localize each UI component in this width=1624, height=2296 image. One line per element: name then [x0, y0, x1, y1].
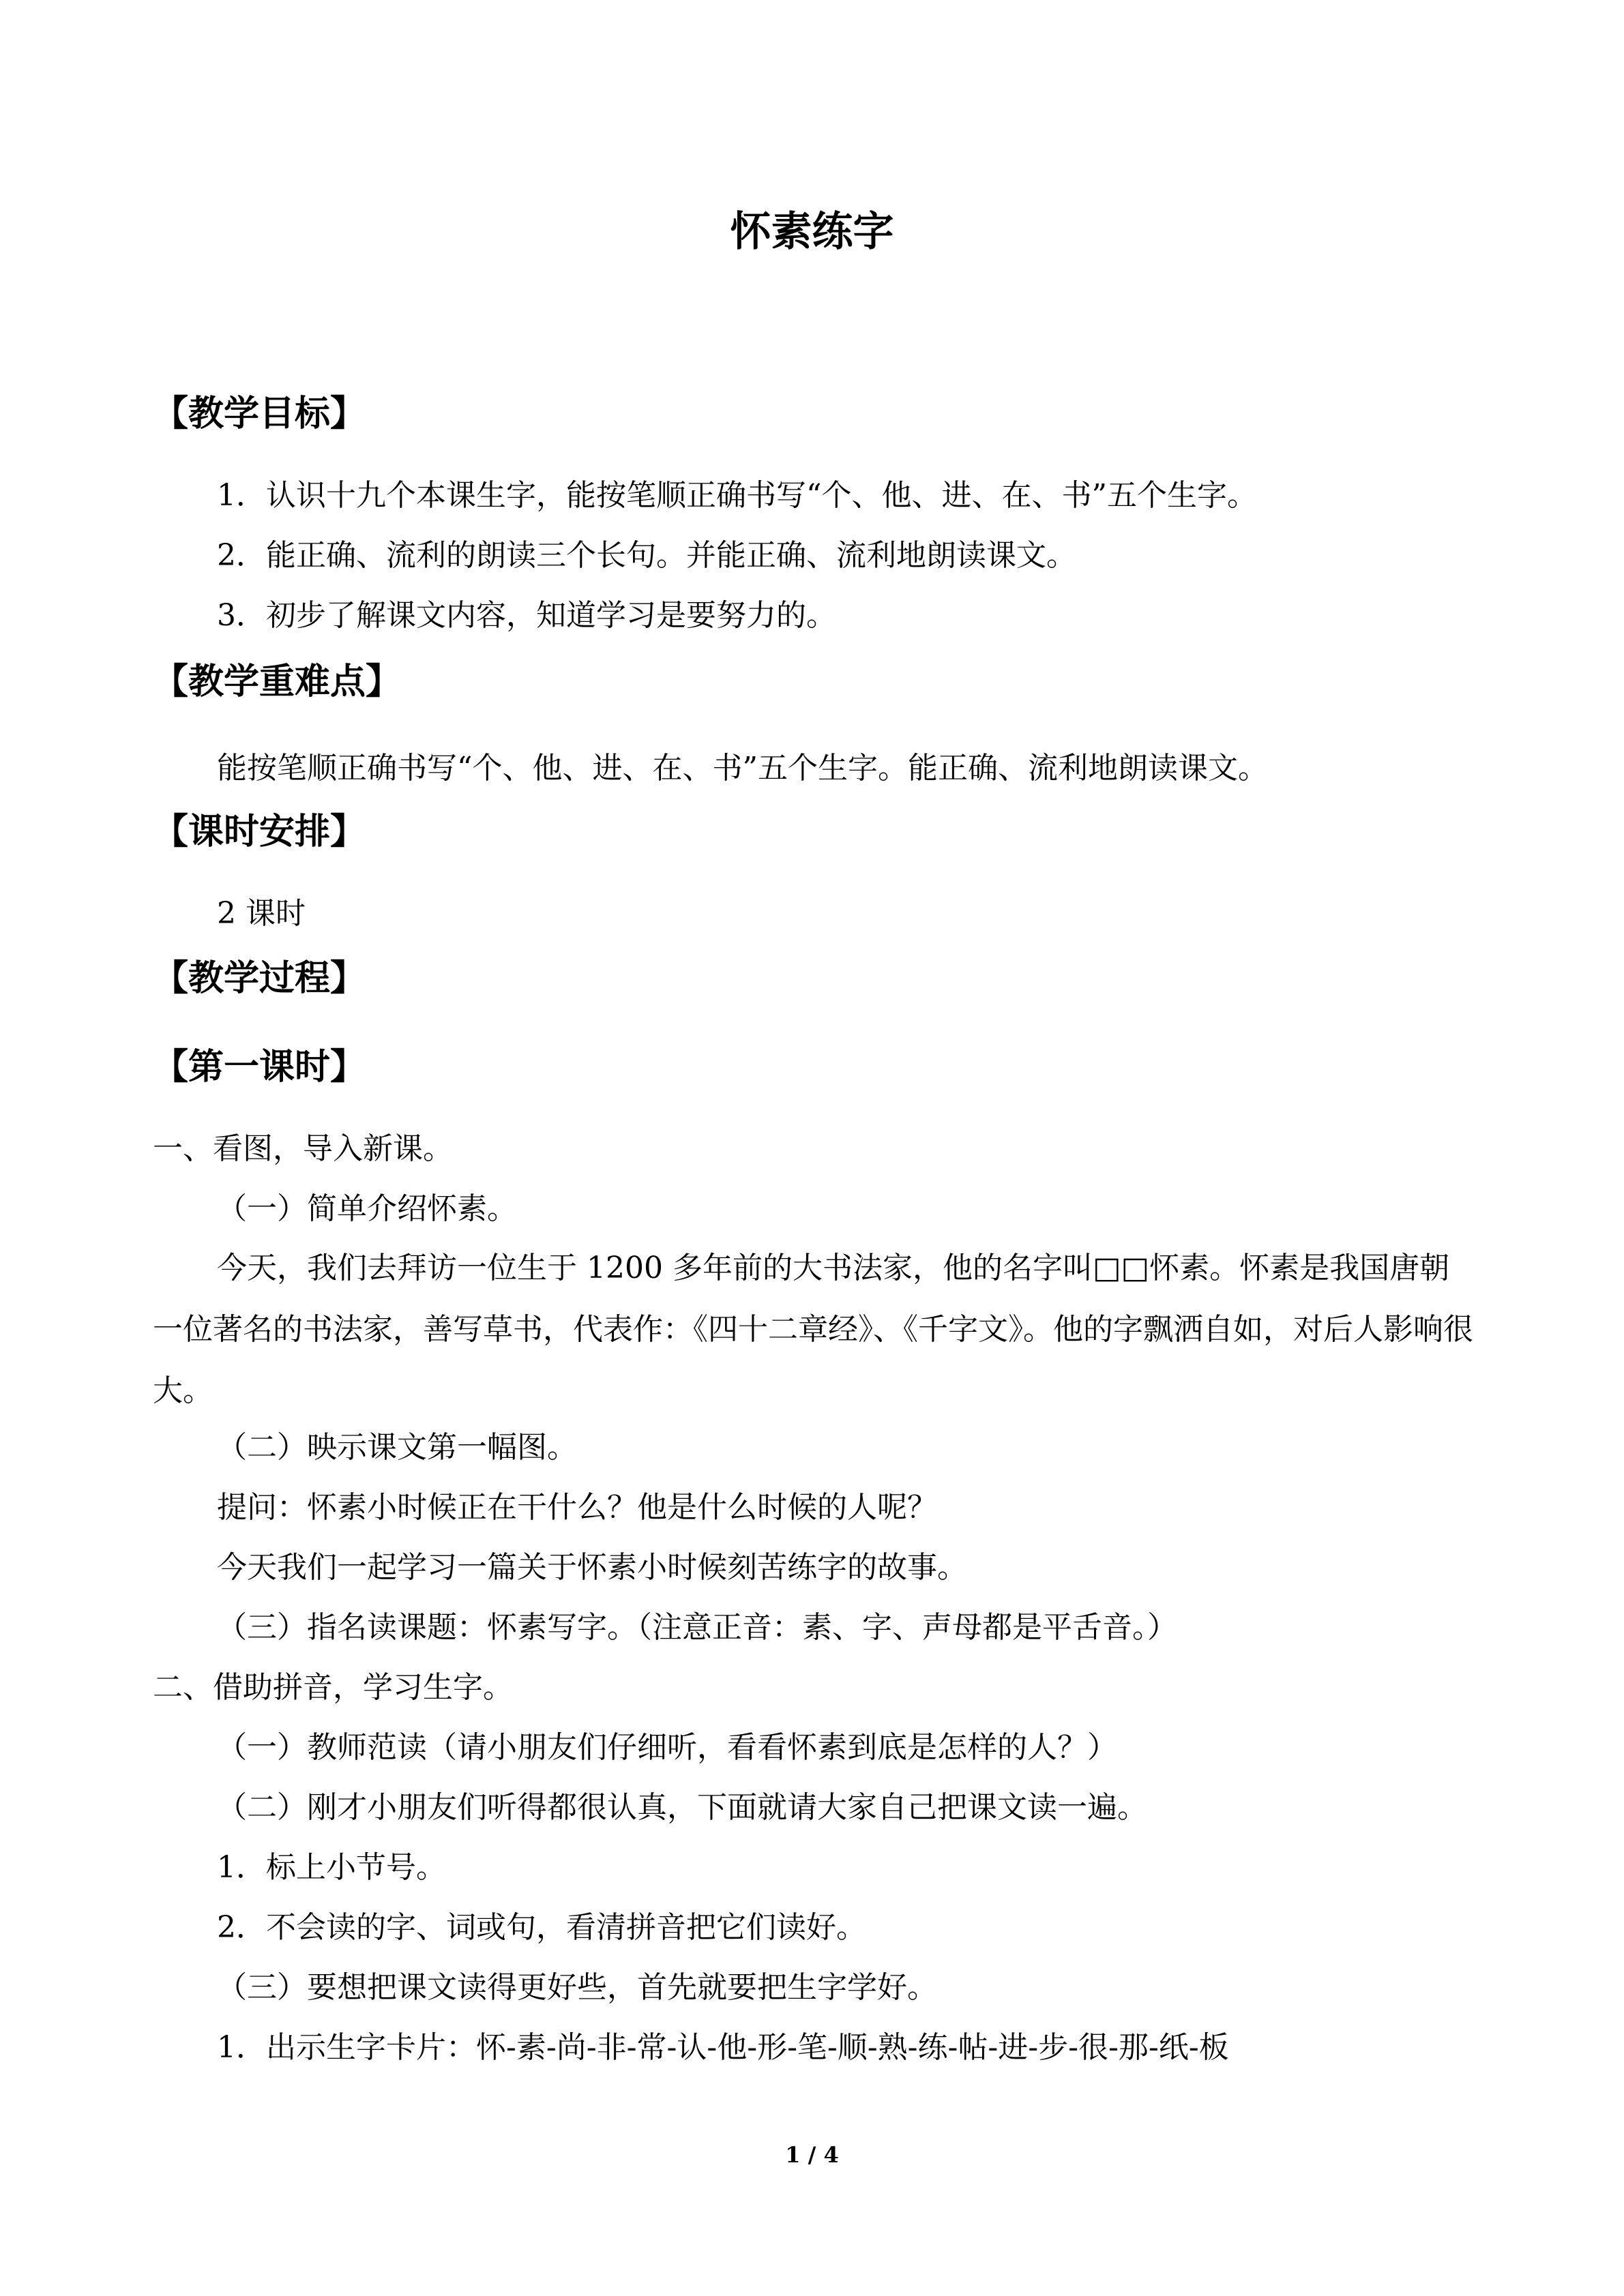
goal-item-2: 2．能正确、流利的朗读三个长句。并能正确、流利地朗读课文。 [217, 538, 1076, 573]
part-1-paragraph: 今天，我们去拜访一位生于 1200 多年前的大书法家，他的名字叫□□怀素。怀素是我国唐朝一位著名的书法家，善写草书，代表作：《四十二章经》、《千字文》。他的字飘洒自如，对后人影响很大。 [153, 1251, 1473, 1408]
schedule-text: 2 课时 [217, 896, 306, 931]
part-1-intro: 今天我们一起学习一篇关于怀素小时候刻苦练字的故事。 [217, 1550, 967, 1585]
part-1-question: 提问：怀素小时候正在干什么？他是什么时候的人呢？ [217, 1490, 937, 1525]
part-2-sub-3: （三）要想把课文读得更好些，首先就要把生字学好。 [217, 1970, 937, 2005]
part-1-sub-2: （二）映示课文第一幅图。 [217, 1430, 577, 1465]
part-1-sub-1: （一）简单介绍怀素。 [217, 1191, 517, 1226]
part-1-sub-3: （三）指名读课题：怀素写字。（注意正音：素、字、声母都是平舌音。） [217, 1610, 1177, 1645]
goal-item-1: 1．认识十九个本课生字，能按笔顺正确书写“个、他、进、在、书”五个生字。 [217, 478, 1257, 513]
heading-lesson-1: 【第一课时】 [153, 1047, 366, 1088]
key-points-text: 能按笔顺正确书写“个、他、进、在、书”五个生字。能正确、流利地朗读课文。 [217, 751, 1268, 786]
part-2-item-3: 1．出示生字卡片：怀-素-尚-非-常-认-他-形-笔-顺-熟-练-帖-进-步-很-那-纸-板 [217, 2030, 1229, 2065]
part-2-title: 二、借助拼音，学习生字。 [153, 1670, 513, 1705]
part-2-sub-2: （二）刚才小朋友们听得都很认真，下面就请大家自己把课文读一遍。 [217, 1790, 1147, 1825]
part-2-sub-1: （一）教师范读（请小朋友们仔细听，看看怀素到底是怎样的人？） [217, 1730, 1117, 1765]
heading-schedule: 【课时安排】 [153, 811, 366, 852]
heading-teaching-process: 【教学过程】 [153, 958, 366, 999]
document-title: 怀素练字 [730, 208, 894, 256]
part-2-item-1: 1．标上小节号。 [217, 1850, 446, 1885]
heading-teaching-goals: 【教学目标】 [153, 393, 366, 434]
part-2-item-2: 2．不会读的字、词或句，看清拼音把它们读好。 [217, 1910, 866, 1945]
heading-key-points: 【教学重难点】 [153, 661, 402, 702]
goal-item-3: 3．初步了解课文内容，知道学习是要努力的。 [217, 598, 836, 633]
page-number: 1 / 4 [785, 2142, 839, 2168]
part-1-title: 一、看图，导入新课。 [153, 1131, 453, 1166]
